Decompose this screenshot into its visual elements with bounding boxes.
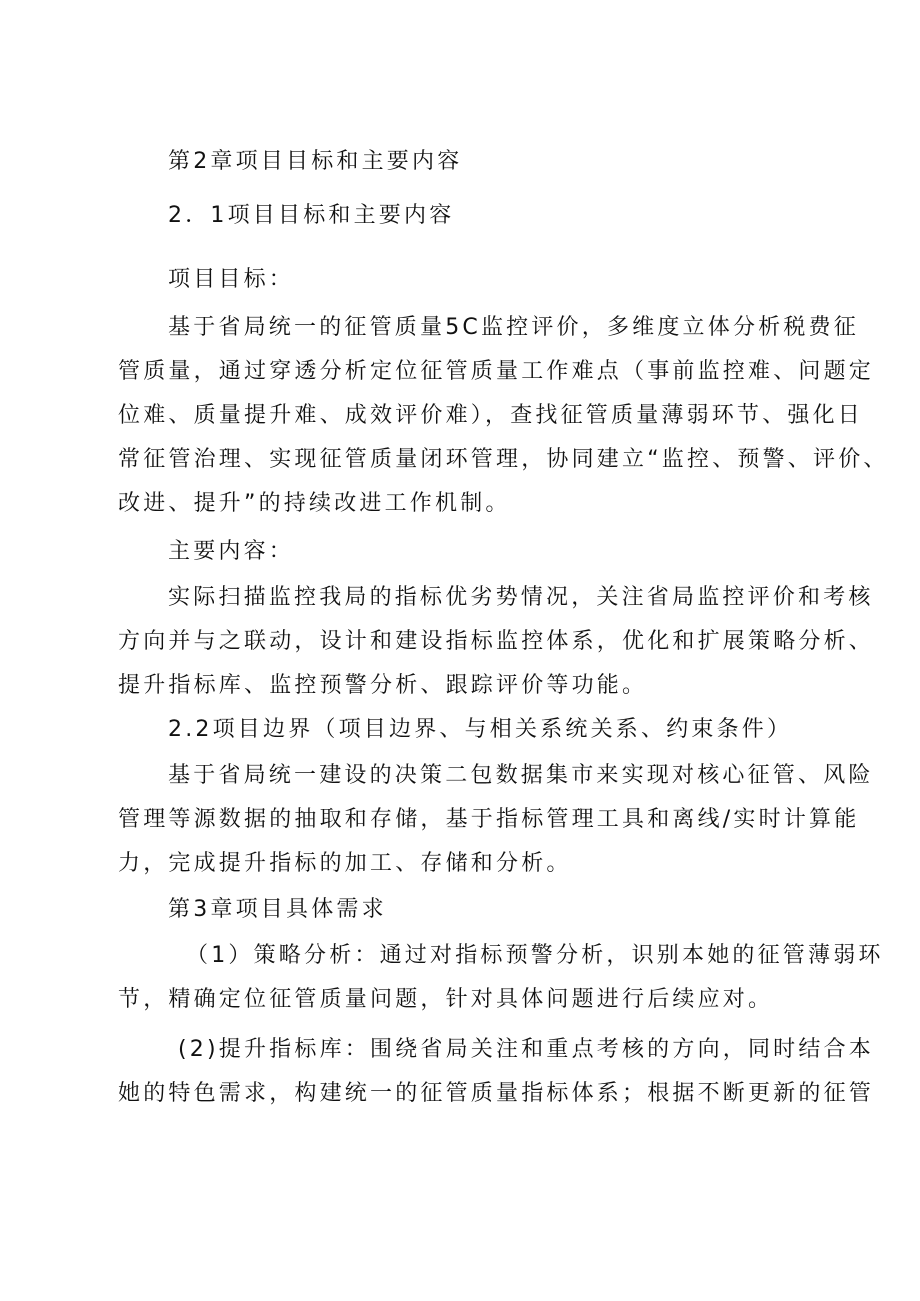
section-2-2-heading: 2.2项目边界（项目边界、与相关系统关系、约束条件） xyxy=(168,717,793,742)
goal-paragraph-line: 常征管治理、实现征管质量闭环管理，协同建立“监控、预警、评价、 xyxy=(118,447,889,472)
content-paragraph-line: 提升指标库、监控预警分析、跟踪评价等功能。 xyxy=(118,673,648,698)
requirement-2-line: (2)提升指标库：围绕省局关注和重点考核的方向，同时结合本 xyxy=(178,1037,874,1062)
goal-paragraph-line: 基于省局统一的征管质量5C监控评价，多维度立体分析税费征 xyxy=(168,315,859,340)
goal-paragraph-line: 改进、提升”的持续改进工作机制。 xyxy=(118,491,511,516)
chapter-3-heading: 第3章项目具体需求 xyxy=(168,897,387,922)
requirement-2-line: 她的特色需求，构建统一的征管质量指标体系；根据不断更新的征管 xyxy=(118,1081,875,1106)
goal-paragraph-line: 管质量，通过穿透分析定位征管质量工作难点（事前监控难、问题定 xyxy=(118,359,875,384)
requirement-1-line: 节，精确定位征管质量问题，针对具体问题进行后续应对。 xyxy=(118,987,774,1012)
chapter-2-heading: 第2章项目目标和主要内容 xyxy=(168,149,463,174)
content-label: 主要内容： xyxy=(168,539,295,564)
boundary-paragraph-line: 力，完成提升指标的加工、存储和分析。 xyxy=(118,851,572,876)
boundary-paragraph-line: 基于省局统一建设的决策二包数据集市来实现对核心征管、风险 xyxy=(168,763,874,788)
goal-label: 项目目标： xyxy=(168,267,295,292)
requirement-1-line: （1）策略分析：通过对指标预警分析，识别本她的征管薄弱环 xyxy=(186,943,884,968)
content-paragraph-line: 实际扫描监控我局的指标优劣势情况，关注省局监控评价和考核 xyxy=(168,585,874,610)
goal-paragraph-line: 位难、质量提升难、成效评价难），查找征管质量薄弱环节、强化日 xyxy=(118,403,864,428)
boundary-paragraph-line: 管理等源数据的抽取和存储，基于指标管理工具和离线/实时计算能 xyxy=(118,807,860,832)
content-paragraph-line: 方向并与之联动，设计和建设指标监控体系，优化和扩展策略分析、 xyxy=(118,629,875,654)
section-2-1-heading: 2．1项目目标和主要内容 xyxy=(168,203,455,228)
